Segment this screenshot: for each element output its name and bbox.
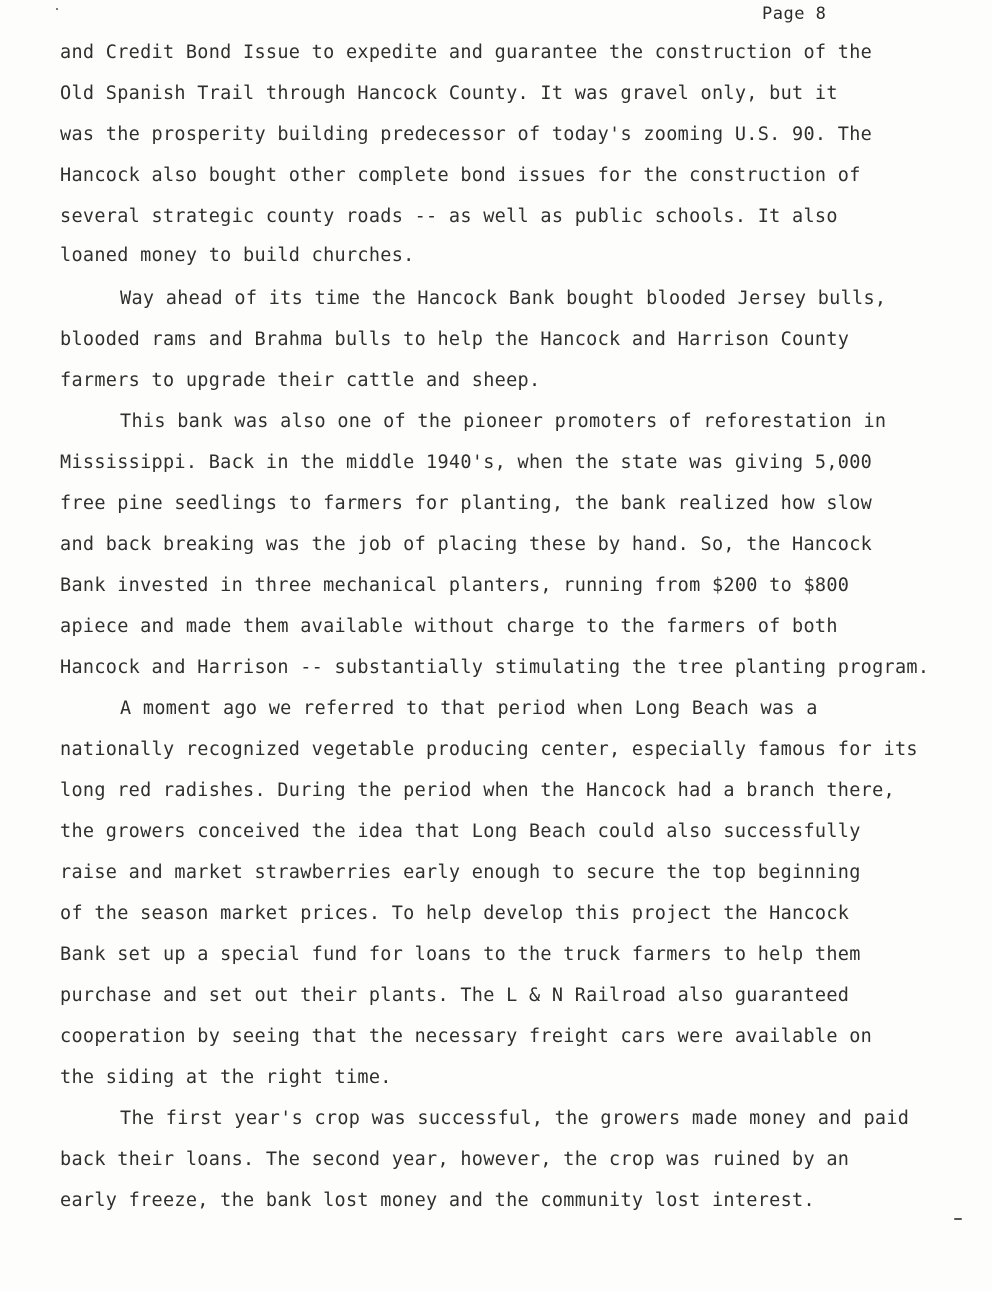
text-line: and Credit Bond Issue to expedite and guarantee the construction of the xyxy=(60,42,873,63)
text-line: Mississippi. Back in the middle 1940's, when the state was giving 5,000 xyxy=(60,452,873,473)
text-line: Old Spanish Trail through Hancock County. It was gravel only, but it xyxy=(60,83,838,104)
text-line: long red radishes. During the period when the Hancock had a branch there, xyxy=(60,780,895,801)
text-line: purchase and set out their plants. The L & N Railroad also guaranteed xyxy=(60,985,850,1006)
text-line: apiece and made them available without charge to the farmers of both xyxy=(60,616,838,637)
text-line: Bank set up a special fund for loans to the truck farmers to help them xyxy=(60,944,861,965)
text-line: back their loans. The second year, however, the crop was ruined by an xyxy=(60,1149,850,1170)
text-line: nationally recognized vegetable producing center, especially famous for its xyxy=(60,739,918,760)
text-line: the growers conceived the idea that Long Beach could also successfully xyxy=(60,821,861,842)
text-line: and back breaking was the job of placing these by hand. So, the Hancock xyxy=(60,534,873,555)
text-line: Bank invested in three mechanical planters, running from $200 to $800 xyxy=(60,575,850,596)
scan-speck xyxy=(56,8,58,10)
text-line: This bank was also one of the pioneer promoters of reforestation in xyxy=(120,411,887,432)
text-line: the siding at the right time. xyxy=(60,1067,392,1088)
text-line: The first year's crop was successful, the growers made money and paid xyxy=(120,1108,910,1129)
text-line: Way ahead of its time the Hancock Bank bought blooded Jersey bulls, xyxy=(120,288,887,309)
text-line: early freeze, the bank lost money and the community lost interest. xyxy=(60,1190,815,1211)
text-line: of the season market prices. To help develop this project the Hancock xyxy=(60,903,850,924)
text-line: A moment ago we referred to that period when Long Beach was a xyxy=(120,698,818,719)
text-line: blooded rams and Brahma bulls to help the Hancock and Harrison County xyxy=(60,329,850,350)
text-line: free pine seedlings to farmers for planting, the bank realized how slow xyxy=(60,493,873,514)
text-line: was the prosperity building predecessor of today's zooming U.S. 90. The xyxy=(60,124,873,145)
text-line: farmers to upgrade their cattle and sheep. xyxy=(60,370,541,391)
page-number: Page 8 xyxy=(762,4,827,24)
scan-speck xyxy=(954,1218,962,1220)
text-line: Hancock and Harrison -- substantially stimulating the tree planting program. xyxy=(60,657,930,678)
text-line: Hancock also bought other complete bond issues for the construction of xyxy=(60,165,861,186)
text-line: several strategic county roads -- as well as public schools. It also xyxy=(60,206,838,227)
text-line: loaned money to build churches. xyxy=(60,245,415,266)
text-line: raise and market strawberries early enough to secure the top beginning xyxy=(60,862,861,883)
text-line: cooperation by seeing that the necessary freight cars were available on xyxy=(60,1026,873,1047)
